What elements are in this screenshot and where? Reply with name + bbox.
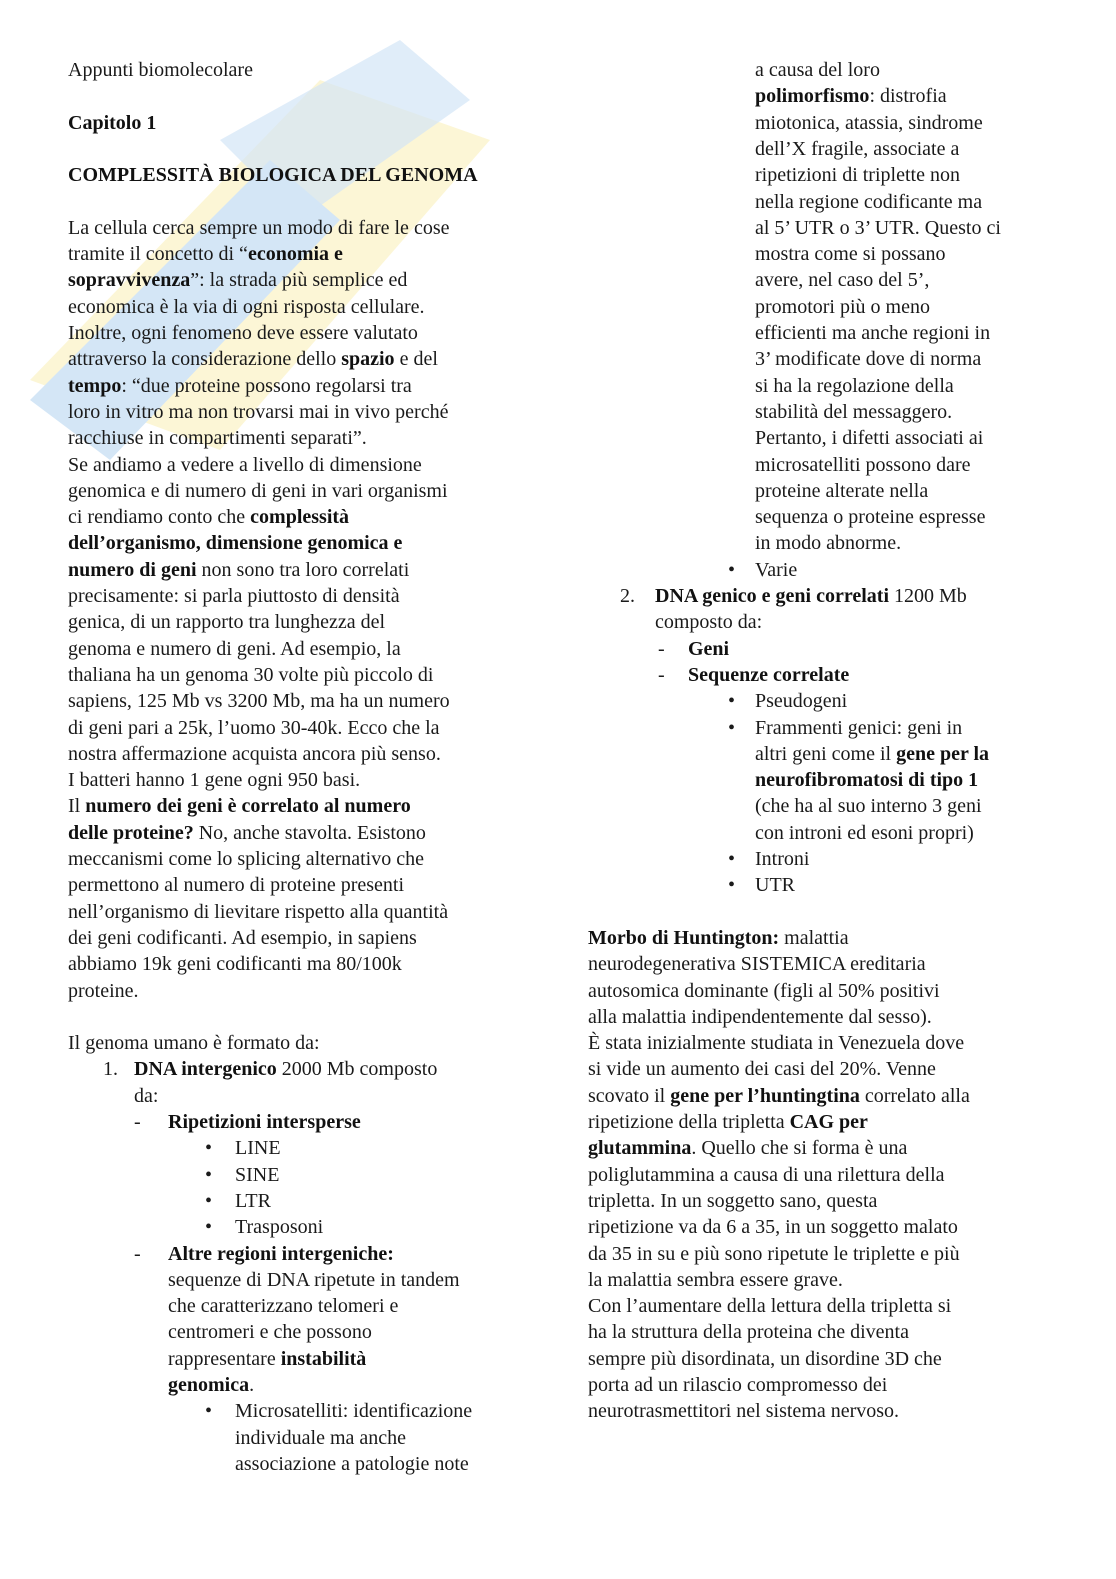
text: ha la struttura della proteina che diventa [588, 1321, 909, 1344]
text-line [755, 689, 847, 713]
text-line [755, 216, 1001, 240]
text: Microsatelliti: identificazione [235, 1400, 473, 1423]
text: altri geni come il [755, 742, 897, 765]
text-line [168, 1347, 366, 1371]
text-line [68, 716, 440, 740]
text: nostra affermazione acquista ancora più senso. [68, 742, 441, 765]
text-line [68, 347, 438, 371]
text-line [168, 1110, 361, 1134]
text-line [755, 873, 795, 897]
bullet-icon: • [728, 848, 736, 870]
text: Introni [755, 848, 810, 870]
text-line [755, 716, 962, 740]
text-line [134, 1084, 158, 1108]
text: Trasposoni [235, 1216, 324, 1239]
bold-text: complessità [250, 506, 350, 529]
bold-text: CAG per [789, 1111, 868, 1133]
text-line [68, 531, 402, 555]
bullet-icon: • [728, 874, 736, 897]
text-line [68, 821, 426, 845]
text: : “due proteine possono regolarsi tra [121, 374, 412, 397]
dash-marker: - [658, 663, 665, 686]
bold-text: Morbo di Huntington: [588, 926, 780, 949]
text-line [134, 1057, 437, 1081]
text-line [168, 1373, 254, 1397]
text-line [755, 400, 952, 424]
text-line [68, 400, 448, 424]
text-line [755, 768, 978, 792]
bold-text: COMPLESSITÀ BIOLOGICA DEL GENOMA [68, 164, 478, 187]
text-line [588, 1057, 936, 1081]
text-line [588, 1084, 970, 1108]
bold-text: spazio [341, 348, 395, 371]
text: tramite il concetto di “ [68, 243, 248, 266]
text-line [235, 1399, 472, 1423]
text-line [68, 768, 360, 792]
text-line [588, 1189, 877, 1213]
bold-text: Capitolo 1 [68, 111, 157, 134]
text: centromeri e che possono [168, 1321, 372, 1344]
text-line [588, 1031, 964, 1055]
text: Il [68, 795, 86, 818]
text-line [588, 1347, 942, 1371]
text: ripetizione va da 6 a 35, in un soggetto malato [588, 1216, 958, 1239]
text-line [68, 900, 448, 924]
text-line [68, 794, 411, 818]
text-line [68, 163, 478, 187]
text-line [588, 1215, 958, 1239]
text-line [755, 821, 974, 845]
text: mostra come si possano [755, 243, 946, 266]
text-line [235, 1452, 469, 1476]
text: Con l’aumentare della lettura della tripletta si [588, 1295, 952, 1318]
text-line [235, 1163, 279, 1187]
text-line [168, 1320, 372, 1344]
text-line [755, 242, 946, 266]
text-line [588, 1242, 960, 1266]
bold-text: numero dei geni è correlato al numero [85, 795, 411, 818]
bullet-icon: • [205, 1400, 213, 1423]
text: non sono tra loro correlati [196, 558, 410, 581]
text: Frammenti genici: geni in [755, 716, 963, 739]
text: attraverso la considerazione dello [68, 348, 342, 371]
text-line [755, 58, 880, 82]
text-line [755, 531, 901, 555]
text: stabilità del messaggero. [755, 400, 953, 423]
bold-text: polimorfismo [755, 85, 870, 108]
text-line [68, 742, 441, 766]
text-line [755, 295, 930, 319]
text: ”: la strada più semplice ed [190, 269, 408, 292]
text: È stata inizialmente studiata in Venezuela dove [588, 1032, 965, 1055]
text-line [755, 111, 983, 135]
text: ci rendiamo conto che [68, 506, 251, 529]
text: loro in vitro ma non trovarsi mai in vivo perché [68, 400, 449, 423]
text: in modo abnorme. [755, 532, 902, 555]
text-line [168, 1268, 460, 1292]
text: permettono al numero di proteine presenti [68, 874, 405, 897]
text: efficienti ma anche regioni in [755, 322, 991, 344]
text-line [68, 111, 156, 135]
text: di geni pari a 25k, l’uomo 30-40k. Ecco che la [68, 716, 440, 739]
text-line [755, 558, 797, 582]
text-line [68, 321, 418, 345]
bold-text: DNA genico e geni correlati [655, 585, 890, 607]
text-line [588, 1268, 843, 1292]
bold-text: DNA intergenico [134, 1058, 277, 1081]
text: neurotrasmettitori nel sistema nervoso. [588, 1400, 900, 1423]
text: miotonica, atassia, sindrome [755, 111, 983, 134]
text: promotori più o meno [755, 295, 930, 318]
text-line [68, 1031, 320, 1055]
text: Appunti biomolecolare [68, 59, 253, 81]
text-line [235, 1215, 323, 1239]
text: sapiens, 125 Mb vs 3200 Mb, ma ha un numero [68, 690, 450, 713]
text-line [588, 1110, 868, 1134]
bold-text: dell’organismo, dimensione genomica e [68, 532, 403, 555]
bold-text: sopravvivenza [68, 269, 191, 292]
text-line [588, 1320, 909, 1344]
text: genica, di un rapporto tra lunghezza del [68, 611, 386, 634]
text: meccanismi come lo splicing alternativo che [68, 848, 424, 870]
text-line [755, 190, 982, 214]
bullet-icon: • [728, 716, 736, 739]
text: la malattia sembra essere grave. [588, 1268, 843, 1291]
text: Se andiamo a vedere a livello di dimensione [68, 453, 422, 476]
bold-text: Geni [688, 637, 730, 660]
text-line [235, 1136, 281, 1160]
bold-text: genomica [168, 1374, 250, 1396]
text-line [68, 58, 253, 82]
text: 1200 Mb [889, 585, 967, 607]
bold-text: tempo [68, 374, 122, 397]
bold-text: Ripetizioni intersperse [168, 1111, 361, 1133]
text-line [755, 268, 929, 292]
text: . [249, 1374, 255, 1396]
text: thaliana ha un genoma 30 volte più piccolo di [68, 663, 434, 686]
text: da: [134, 1084, 159, 1107]
text: nell’organismo di lievitare rispetto alla quantità [68, 900, 449, 923]
text-line [68, 979, 139, 1003]
text-line [68, 216, 449, 240]
bold-text: delle proteine? [68, 821, 194, 844]
text: genomica e di numero di geni in vari organismi [68, 479, 448, 502]
text: sequenze di DNA ripetute in tandem [168, 1268, 460, 1291]
text-line [755, 847, 809, 871]
text: (che ha al suo interno 3 geni [755, 795, 982, 818]
text-line [588, 1294, 951, 1318]
text: correlato alla [859, 1084, 970, 1107]
text: neurodegenerativa SISTEMICA ereditaria [588, 953, 926, 976]
text-line [755, 347, 981, 371]
text: SINE [235, 1163, 280, 1186]
list-number: 2. [620, 585, 635, 607]
text-line [68, 242, 343, 266]
text-line [68, 663, 433, 687]
dash-marker: - [658, 637, 665, 660]
text-line [688, 637, 729, 661]
text: 2000 Mb composto [276, 1058, 438, 1081]
text: associazione a patologie note [235, 1452, 469, 1475]
text-line [588, 1163, 945, 1187]
text: malattia [779, 926, 849, 949]
text-line [68, 426, 367, 450]
text: genoma e numero di geni. Ad esempio, la [68, 637, 401, 660]
text: poliglutammina a causa di una rilettura della [588, 1163, 945, 1186]
text-line [235, 1189, 271, 1213]
text-line [68, 926, 417, 950]
text-line [68, 453, 422, 477]
text: avere, nel caso del 5’, [755, 269, 930, 292]
bullet-icon: • [205, 1189, 213, 1212]
text-line [588, 1373, 887, 1397]
text-line [755, 479, 928, 503]
bold-text: gene per l’huntingtina [670, 1084, 860, 1107]
text-line [755, 426, 983, 450]
text: sempre più disordinata, un disordine 3D che [588, 1347, 942, 1370]
dash-marker: - [134, 1111, 141, 1133]
text: da 35 in su e più sono ripetute le triplette e più [588, 1242, 960, 1265]
text: La cellula cerca sempre un modo di fare le cose [68, 216, 450, 239]
text: Il genoma umano è formato da: [68, 1032, 320, 1055]
text: porta ad un rilascio compromesso dei [588, 1374, 888, 1396]
text-line [68, 952, 402, 976]
text: Inoltre, ogni fenomeno deve essere valutato [68, 322, 418, 344]
text: alla malattia indipendentemente dal sesso). [588, 1005, 932, 1028]
text-line [68, 847, 424, 871]
text: abbiamo 19k geni codificanti ma 80/100k [68, 953, 402, 976]
text: 3’ modificate dove di norma [755, 348, 982, 371]
bullet-icon: • [205, 1137, 213, 1160]
text: Pertanto, i difetti associati ai [755, 427, 984, 450]
bullet-icon: • [205, 1216, 213, 1239]
text: ripetizione della tripletta [588, 1111, 790, 1133]
bold-text: economia e [247, 243, 343, 266]
text: : distrofia [869, 85, 947, 108]
text: LINE [235, 1137, 281, 1160]
text: autosomica dominante (figli al 50% positivi [588, 979, 940, 1002]
dash-marker: - [134, 1242, 141, 1265]
text-line [68, 268, 407, 292]
bold-text: instabilità [280, 1347, 367, 1370]
text-line [755, 163, 960, 187]
text-line [68, 689, 450, 713]
text: racchiuse in compartimenti separati”. [68, 427, 367, 450]
bold-text: Sequenze correlate [688, 663, 850, 686]
text: composto da: [655, 611, 763, 634]
text: con introni ed esoni propri) [755, 821, 974, 844]
text-line [688, 663, 849, 687]
text-line [755, 374, 954, 398]
text-line [68, 558, 409, 582]
text: si vide un aumento dei casi del 20%. Venne [588, 1058, 936, 1081]
text-line [68, 610, 385, 634]
text: rappresentare [168, 1347, 281, 1370]
text: sequenza o proteine espresse [755, 506, 986, 529]
bullet-icon: • [205, 1163, 213, 1186]
text-line [68, 873, 404, 897]
text-line [68, 505, 349, 529]
text-line [588, 1399, 899, 1423]
text: ripetizioni di triplette non [755, 164, 960, 187]
text: nella regione codificante ma [755, 190, 983, 213]
text-line [68, 374, 412, 398]
text-line [235, 1426, 406, 1450]
text: proteine alterate nella [755, 479, 929, 502]
text: economica è la via di ogni risposta cellulare. [68, 295, 425, 318]
text: al 5’ UTR o 3’ UTR. Questo ci [755, 216, 1001, 239]
text-line [655, 610, 762, 634]
text-line [68, 637, 401, 661]
text-line [588, 1136, 907, 1160]
text: scovato il [588, 1084, 671, 1107]
text-line [755, 453, 971, 477]
text-line [755, 505, 985, 529]
text-line [168, 1294, 398, 1318]
bullet-icon: • [728, 690, 736, 713]
text-line [68, 295, 425, 319]
text: e del [394, 348, 438, 371]
bold-text: Altre regioni intergeniche: [168, 1242, 394, 1265]
text: individuale ma anche [235, 1426, 407, 1449]
bold-text: numero di geni [68, 558, 197, 581]
text-line [755, 137, 959, 161]
text-line [68, 584, 400, 608]
text: dei geni codificanti. Ad esempio, in sapiens [68, 926, 417, 949]
text-line [755, 321, 990, 345]
text-line [755, 84, 947, 108]
bold-text: gene per la [896, 742, 990, 765]
text-line [755, 794, 982, 818]
text-line [68, 479, 448, 503]
text: precisamente: si parla piuttosto di densità [68, 585, 400, 607]
text: dell’X fragile, associate a [755, 137, 960, 160]
text: a causa del loro [755, 59, 880, 81]
text-line [588, 952, 926, 976]
text-line [755, 742, 989, 766]
text: microsatelliti possono dare [755, 453, 971, 476]
text: Varie [755, 558, 798, 581]
text-line [168, 1242, 394, 1266]
text: proteine. [68, 979, 139, 1002]
text: No, anche stavolta. Esistono [193, 821, 426, 844]
text: UTR [755, 874, 795, 897]
text: LTR [235, 1189, 271, 1212]
list-number: 1. [103, 1058, 118, 1081]
text: Pseudogeni [755, 690, 848, 713]
text: I batteri hanno 1 gene ogni 950 basi. [68, 769, 361, 792]
text: . Quello che si forma è una [691, 1137, 908, 1160]
bold-text: neurofibromatosi di tipo 1 [755, 769, 979, 792]
text-line [588, 926, 849, 950]
text: tripletta. In un soggetto sano, questa [588, 1189, 878, 1212]
text-line [588, 979, 940, 1003]
text-line [588, 1005, 932, 1029]
bold-text: glutammina [588, 1137, 692, 1160]
text: che caratterizzano telomeri e [168, 1295, 399, 1318]
bullet-icon: • [728, 558, 736, 581]
text: si ha la regolazione della [755, 374, 954, 397]
text-line [655, 584, 967, 608]
